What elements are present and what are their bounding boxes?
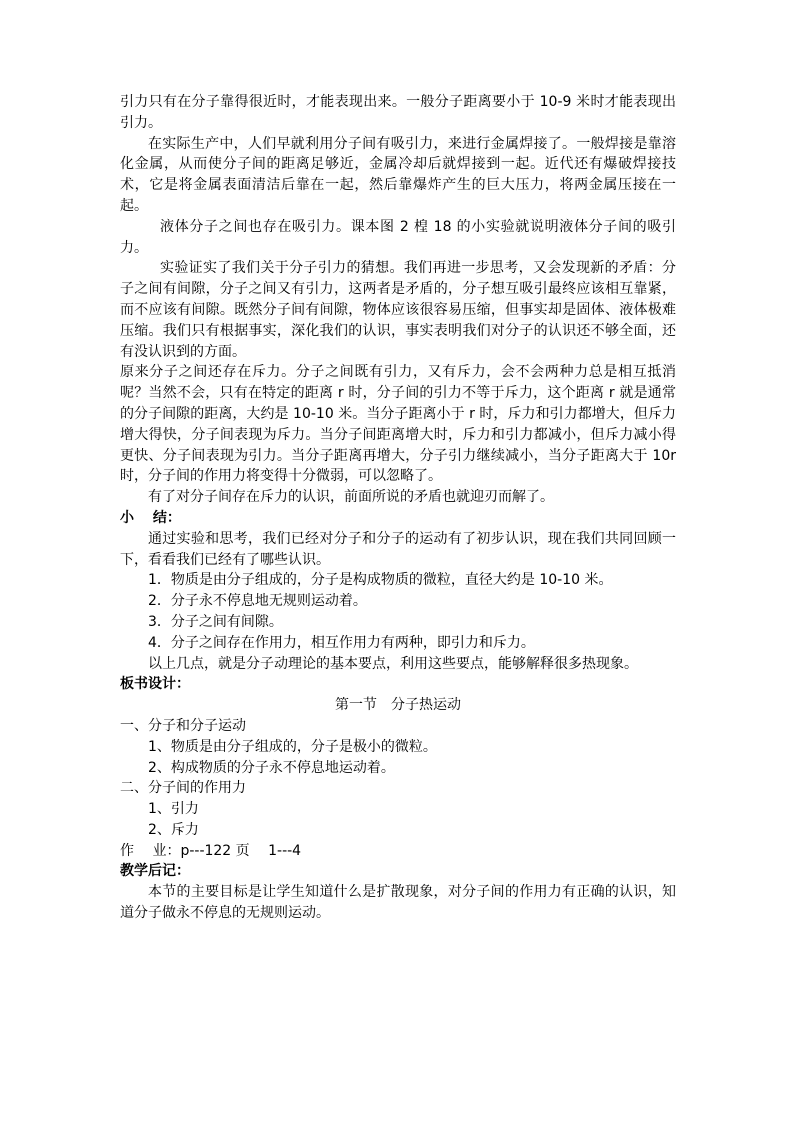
board-section-heading: 一、分子和分子运动 <box>120 717 246 734</box>
paragraph-attraction-distance: 引力只有在分子靠得很近时，才能表现出来。一般分子距离要小于 10-9 米时才能表现出引力。 <box>120 94 676 131</box>
paragraph-resolution: 有了对分子间存在斥力的认识，前面所说的矛盾也就迎刃而解了。 <box>148 489 554 506</box>
summary-list-item: 2．分子永不停息地无规则运动着。 <box>148 593 367 610</box>
paragraph-summary-close: 以上几点，就是分子动理论的基本要点，利用这些要点，能够解释很多热现象。 <box>148 655 638 672</box>
board-title: 第一节 分子热运动 <box>335 697 461 714</box>
board-section-item: 1、物质是由分子组成的，分子是极小的微粒。 <box>148 738 437 755</box>
board-design-heading: 板书设计： <box>120 676 190 693</box>
paragraph-summary-intro: 通过实验和思考，我们已经对分子和分子的运动有了初步认识，现在我们共同回顾一下，看看我们已经有了哪些认识。 <box>120 530 676 568</box>
board-section-heading: 二、分子间的作用力 <box>120 780 246 797</box>
summary-list-item: 4．分子之间存在作用力，相互作用力有两种，即引力和斥力。 <box>148 634 535 651</box>
summary-list-item: 3．分子之间有间隙。 <box>148 613 283 630</box>
paragraph-liquid-attraction: 液体分子之间也存在吸引力。课本图 2 楻 18 的小实验就说明液体分子间的吸引力。 <box>120 218 676 256</box>
teaching-notes-heading: 教学后记： <box>120 863 190 880</box>
board-section-item: 2、构成物质的分子永不停息地运动着。 <box>148 759 395 776</box>
document-page <box>120 92 676 924</box>
paragraph-teaching-notes: 本节的主要目标是让学生知道什么是扩散现象，对分子间的作用力有正确的认识，知道分子做永不停息的无规则运动。 <box>120 884 676 922</box>
summary-heading: 小 结： <box>120 509 181 526</box>
paragraph-contradiction: 实验证实了我们关于分子引力的猜想。我们再进一步思考，又会发现新的矛盾：分子之间有间隙，分子之间又有引力，这两者是矛盾的，分子想互吸引最终应该相互靠紧，而不应该有间隙。既然分子间有间隙，物体应该很容易压缩，但事实却是固体、液体极难压缩。我们只有根据事实，深化我们的认识，事实表明我们对分子的认识还不够全面，还有没认识到的方面。 <box>120 260 676 360</box>
board-section-item: 1、引力 <box>148 801 199 818</box>
summary-list-item: 1．物质是由分子组成的，分子是构成物质的微粒，直径大约是 10-10 米。 <box>148 572 613 589</box>
board-section-item: 2、斥力 <box>148 821 199 838</box>
paragraph-welding: 在实际生产中，人们早就利用分子间有吸引力，来进行金属焊接了。一般焊接是靠溶化金属，从而使分子间的距离足够近，金属冷却后就焊接到一起。近代还有爆破焊接技术，它是将金属表面清洁后靠在一起，然后靠爆炸产生的巨大压力，将两金属压接在一起。 <box>120 135 676 214</box>
homework-line: 作 业：p---122 页 1---4 <box>120 842 302 859</box>
paragraph-repulsion: 原来分子之间还存在斥力。分子之间既有引力，又有斥力，会不会两种力总是相互抵消呢？当然不会，只有在特定的距离 r 时，分子间的引力不等于斥力，这个距离 r 就是通常的分子间隙的距离，大约是 10-10 米。当分子距离小于 r 时，斥力和引力都增大，但斥力增大得快，分子间表现为斥力。当分子间距离增大时，斥力和引力都减小，但斥力减小得更快、分子间表现为引力。当分子距离再增大，分子引力继续减小，当分子距离大于 10r 时，分子间的作用力将变得十分微弱，可以忽略了。 <box>120 364 676 485</box>
